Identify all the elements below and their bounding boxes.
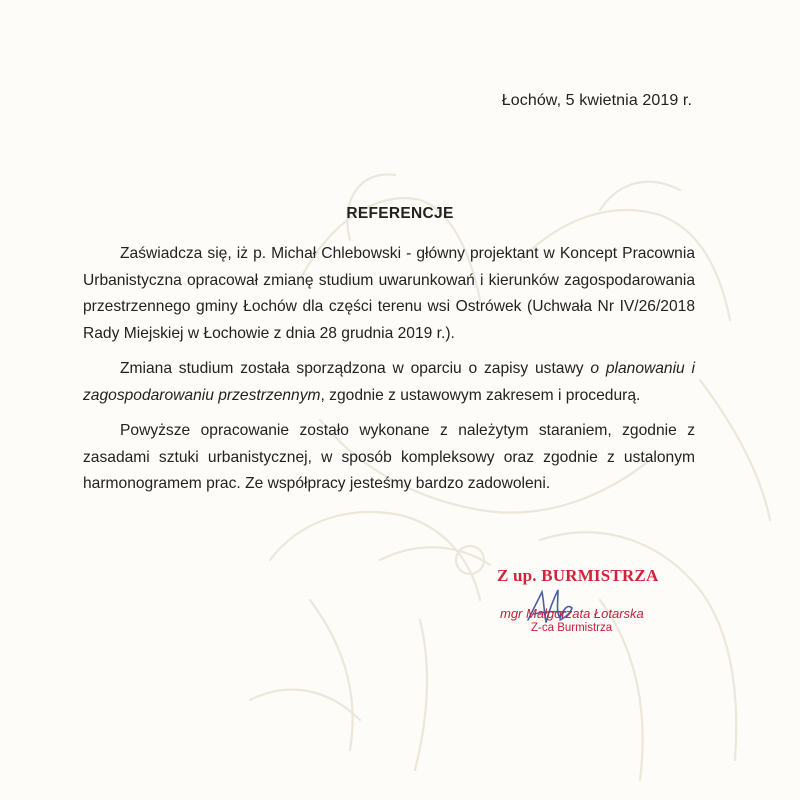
letter-date: Łochów, 5 kwietnia 2019 r. [501, 92, 692, 109]
paragraph-2-start: Zmiana studium została sporządzona w oparciu o zapisy ustawy [120, 360, 591, 377]
letter-title: REFERENCJE [346, 205, 454, 222]
stamp-role: Z-ca Burmistrza [531, 622, 613, 634]
paragraph-2-end: , zgodnie z ustawowym zakresem i procedurą. [320, 386, 641, 404]
stamp-title: Z up. BURMISTRZA [497, 566, 659, 585]
letter-body [83, 241, 695, 507]
paragraph-3: Powyższe opracowanie zostało wykonane z należytym staraniem, zgodnie z zasadami sztuki urbanistycznej, w sposób kompleksowy oraz zgodnie z ustalonym harmonogramem prac. Ze współpracy jesteśmy bardzo zadowoleni. [83, 422, 695, 492]
paragraph-2 [83, 356, 695, 409]
stamp-name: mgr Małgorzata Łotarska [500, 606, 644, 621]
paragraph-2-italic: o planowaniu i zagospodarowaniu przestrzennym [83, 360, 696, 404]
paragraph-1: Zaświadcza się, iż p. Michał Chlebowski - główny projektant w Koncept Pracownia Urbanistyczna opracował zmianę studium uwarunkowań i kierunków zagospodarowania przestrzennego gminy Łochów dla części terenu wsi Ostrówek (Uchwała Nr IV/26/2018 Rady Miejskiej w Łochowie z dnia 28 grudnia 2019 r.). [83, 245, 695, 342]
